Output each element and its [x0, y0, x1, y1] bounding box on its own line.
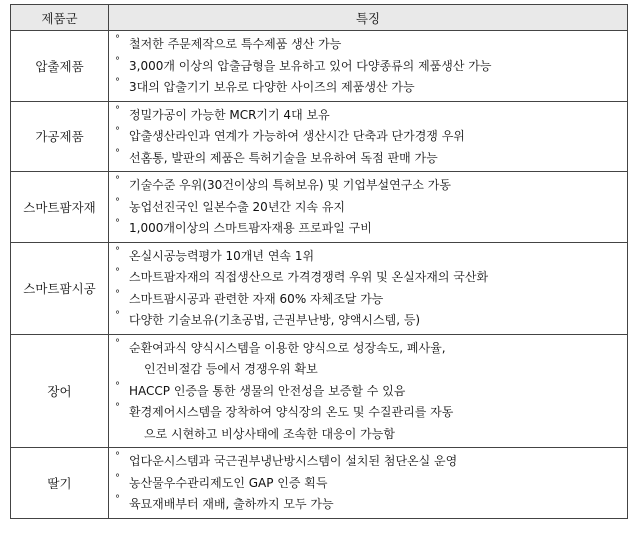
feature-line	[109, 289, 627, 311]
table-row	[11, 448, 628, 519]
table-row	[11, 31, 628, 102]
feature-text: 스마트팜시공과 관련한 자재 60% 자체조달 가능	[129, 291, 384, 306]
feature-text: 순환여과식 양식시스템을 이용한 양식으로 성장속도, 폐사율,	[129, 340, 446, 355]
feature-line	[109, 34, 627, 56]
bullet-mark: °	[115, 245, 120, 257]
features-cell	[109, 172, 628, 243]
feature-text: 환경제어시스템을 장착하여 양식장의 온도 및 수질관리를 자동	[129, 405, 454, 419]
bullet-mark: °	[115, 402, 120, 413]
feature-text: 육묘재배부터 재배, 출하까지 모두 가능	[129, 497, 334, 511]
bullet-mark: °	[115, 55, 120, 67]
feature-line	[109, 218, 627, 240]
feature-line	[109, 451, 627, 473]
feature-line	[109, 402, 627, 424]
feature-line	[109, 246, 627, 268]
feature-line	[109, 310, 627, 332]
table-row	[11, 334, 628, 448]
bullet-mark: °	[115, 310, 120, 321]
feature-line	[109, 77, 627, 99]
feature-text: 1,000개이상의 스마트팜자재용 프로파일 구비	[129, 221, 372, 235]
bullet-mark: °	[115, 267, 120, 278]
category-cell: 스마트팜시공	[11, 242, 109, 334]
feature-line	[109, 126, 627, 148]
bullet-mark: °	[115, 175, 120, 186]
category-cell: 압출제품	[11, 31, 109, 102]
bullet-mark: °	[115, 337, 120, 349]
feature-text: 온실시공능력평가 10개년 연속 1위	[129, 248, 315, 263]
bullet-mark: °	[115, 34, 120, 45]
feature-line	[109, 494, 627, 516]
bullet-mark: °	[115, 472, 120, 484]
feature-line	[109, 56, 627, 78]
category-cell: 가공제품	[11, 101, 109, 172]
bullet-mark: °	[115, 77, 120, 88]
bullet-mark: °	[115, 494, 120, 505]
feature-text: 으로 시현하고 비상사태에 조속한 대응이 가능함	[144, 426, 395, 441]
feature-text: 업다운시스템과 국근권부냉난방시스템이 설치된 첨단온실 운영	[129, 454, 458, 468]
feature-text: 기술수준 우위(30건이상의 특허보유) 및 기업부설연구소 가동	[129, 178, 451, 192]
bullet-mark: °	[115, 147, 120, 159]
features-cell	[109, 334, 628, 448]
bullet-mark: °	[115, 288, 120, 300]
feature-line-continuation	[109, 424, 627, 446]
category-cell: 장어	[11, 334, 109, 448]
feature-text: 압출생산라인과 연계가 가능하여 생산시간 단축과 단가경쟁 우위	[129, 129, 465, 143]
table-row	[11, 242, 628, 334]
bullet-mark: °	[115, 196, 120, 208]
feature-text: 농산물우수관리제도인 GAP 인증 획득	[129, 475, 328, 490]
feature-line	[109, 175, 627, 197]
feature-text: 인건비절감 등에서 경쟁우위 확보	[144, 362, 318, 376]
feature-text: 정밀가공이 가능한 MCR기기 4대 보유	[129, 107, 330, 122]
table-row	[11, 101, 628, 172]
feature-text: 스마트팜자재의 직접생산으로 가격경쟁력 우위 및 온실자재의 국산화	[129, 270, 489, 284]
bullet-mark: °	[115, 218, 120, 229]
feature-line	[109, 105, 627, 127]
feature-text: HACCP 인증을 통한 생물의 안전성을 보증할 수 있음	[129, 383, 406, 398]
feature-line	[109, 197, 627, 219]
features-cell	[109, 242, 628, 334]
bullet-mark: °	[115, 126, 120, 137]
feature-text: 철저한 주문제작으로 특수제품 생산 가능	[129, 37, 342, 51]
feature-line	[109, 148, 627, 170]
category-cell: 스마트팜자재	[11, 172, 109, 243]
feature-line	[109, 381, 627, 403]
table-row	[11, 172, 628, 243]
feature-line	[109, 338, 627, 360]
header-category: 제품군	[11, 5, 109, 31]
feature-line	[109, 267, 627, 289]
category-cell: 딸기	[11, 448, 109, 519]
feature-text: 3,000개 이상의 압출금형을 보유하고 있어 다양종류의 제품생산 가능	[129, 58, 492, 73]
bullet-mark: °	[115, 104, 120, 116]
table-header-row	[11, 5, 628, 31]
feature-line	[109, 473, 627, 495]
features-cell	[109, 448, 628, 519]
feature-line-continuation	[109, 359, 627, 381]
feature-text: 다양한 기술보유(기초공법, 근권부난방, 양액시스템, 등)	[129, 313, 421, 327]
header-features: 특징	[109, 5, 628, 31]
feature-text: 선홈통, 발판의 제품은 특허기술을 보유하여 독점 판매 가능	[129, 150, 438, 165]
feature-text: 농업선진국인 일본수출 20년간 지속 유지	[129, 199, 346, 214]
features-cell	[109, 31, 628, 102]
features-cell	[109, 101, 628, 172]
product-features-table	[10, 4, 628, 519]
feature-text: 3대의 압출기기 보유로 다양한 사이즈의 제품생산 가능	[129, 80, 415, 94]
bullet-mark: °	[115, 451, 120, 462]
bullet-mark: °	[115, 380, 120, 392]
